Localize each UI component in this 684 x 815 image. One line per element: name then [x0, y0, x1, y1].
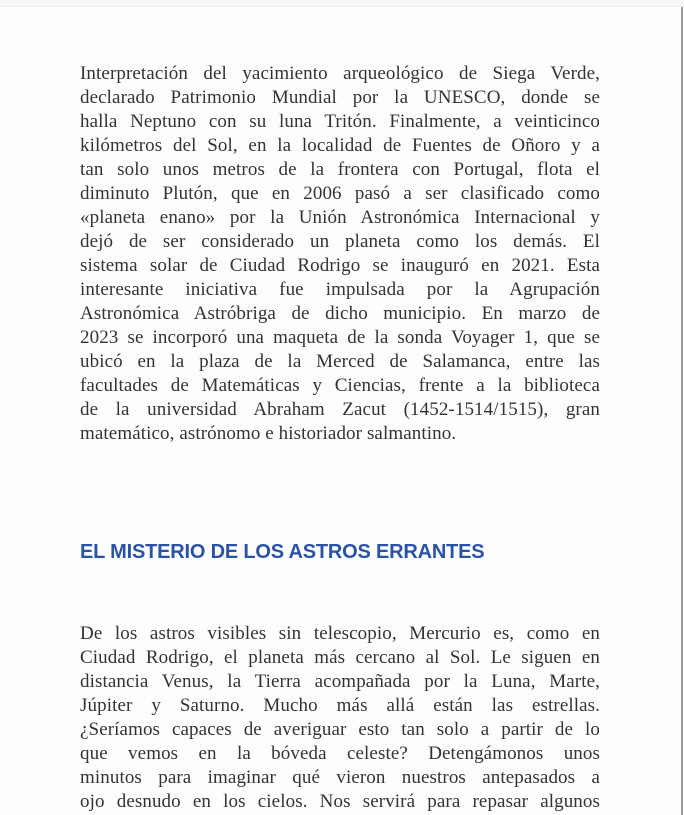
text-line: De los astros visibles sin telescopio, Mercurio es, como en: [80, 623, 600, 644]
text-line: minutos para imaginar qué vieron nuestros antepasados a: [80, 767, 600, 788]
text-line: dejó de ser considerado un planeta como los demás. El: [80, 231, 600, 252]
text-line: diminuto Plutón, que en 2006 pasó a ser clasificado como: [80, 183, 600, 204]
text-line: matemático, astrónomo e historiador salmantino.: [80, 423, 457, 444]
text-line: ubicó en la plaza de la Merced de Salamanca, entre las: [80, 351, 600, 372]
text-line: sistema solar de Ciudad Rodrigo se inauguró en 2021. Esta: [80, 255, 600, 276]
text-line: Ciudad Rodrigo, el planeta más cercano al Sol. Le siguen en: [80, 647, 600, 668]
text-line: que vemos en la bóveda celeste? Detengámonos unos: [80, 743, 600, 764]
text-line: Interpretación del yacimiento arqueológico de Siega Verde,: [80, 63, 600, 84]
text-line: halla Neptuno con su luna Tritón. Finalmente, a veinticinco: [80, 111, 600, 132]
text-line: de la universidad Abraham Zacut (1452-1514/1515), gran: [80, 399, 600, 420]
paragraph-siega-verde: [80, 62, 600, 446]
text-line: tan solo unos metros de la frontera con Portugal, flota el: [80, 159, 600, 180]
text-line: ojo desnudo en los cielos. Nos servirá para repasar algunos: [80, 791, 600, 812]
text-line: declarado Patrimonio Mundial por la UNESCO, donde se: [80, 87, 600, 108]
text-line: Júpiter y Saturno. Mucho más allá están las estrellas.: [80, 695, 600, 716]
text-line: distancia Venus, la Tierra acompañada por la Luna, Marte,: [80, 671, 600, 692]
text-line: «planeta enano» por la Unión Astronómica Internacional y: [80, 207, 600, 228]
section-heading: EL MISTERIO DE LOS ASTROS ERRANTES: [80, 541, 485, 563]
window-top-edge: [0, 0, 684, 7]
text-line: ¿Seríamos capaces de averiguar esto tan solo a partir de lo: [80, 719, 600, 740]
text-line: kilómetros del Sol, en la localidad de Fuentes de Oñoro y a: [80, 135, 600, 156]
text-line: facultades de Matemáticas y Ciencias, frente a la biblioteca: [80, 375, 600, 396]
text-line: 2023 se incorporó una maqueta de la sonda Voyager 1, que se: [80, 327, 600, 348]
paragraph-astros-errantes: [80, 622, 600, 814]
window-right-border: [681, 7, 683, 815]
text-line: Astronómica Astróbriga de dicho municipio. En marzo de: [80, 303, 600, 324]
text-line: interesante iniciativa fue impulsada por la Agrupación: [80, 279, 600, 300]
